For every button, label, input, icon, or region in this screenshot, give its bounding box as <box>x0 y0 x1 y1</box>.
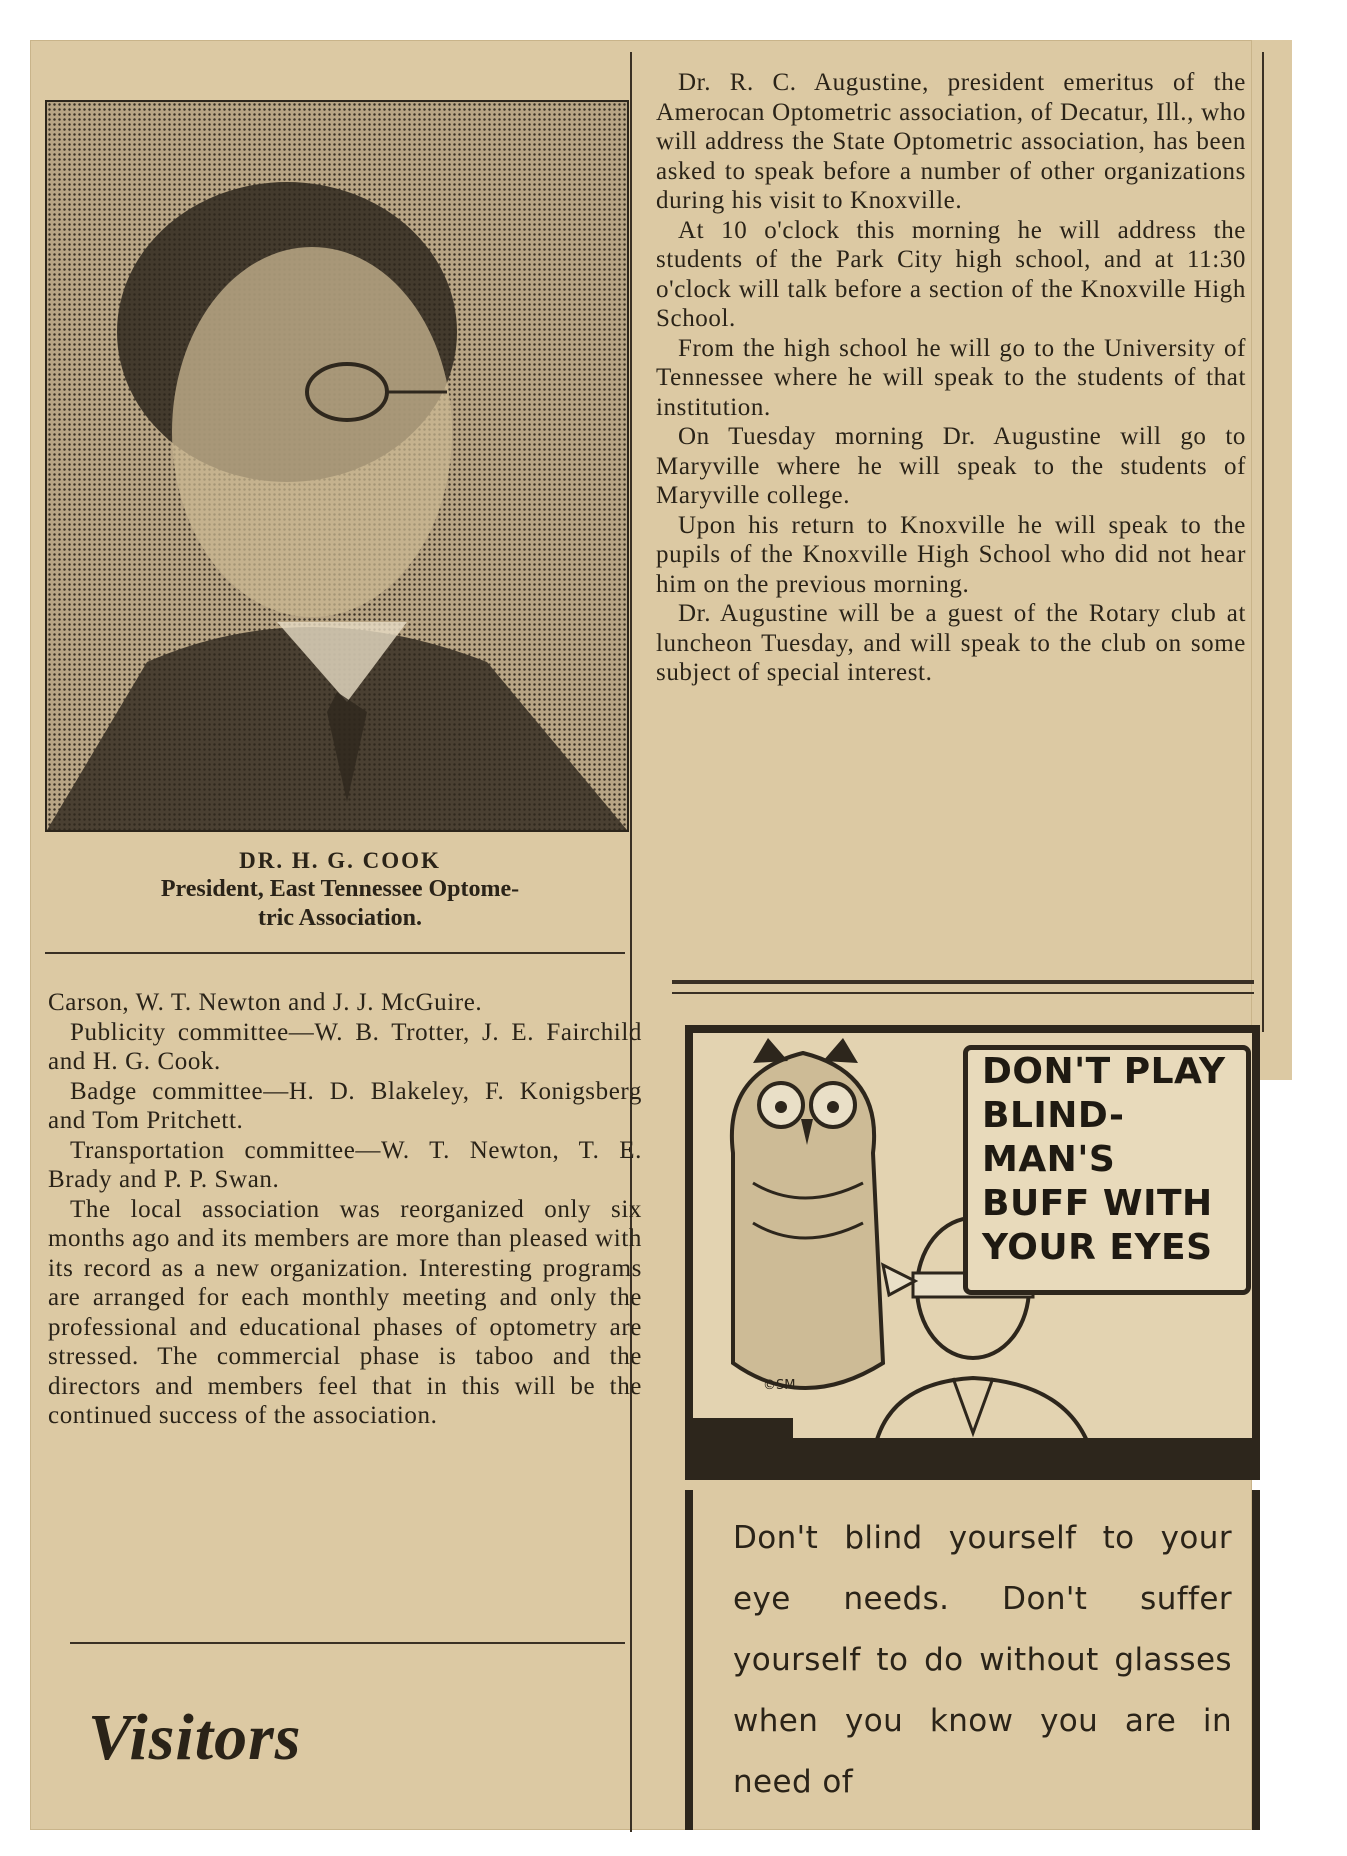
paragraph: Carson, W. T. Newton and J. J. McGuire. <box>48 989 483 1016</box>
speech-line: BUFF WITH <box>982 1183 1213 1224</box>
speech-bubble <box>963 1045 1251 1295</box>
column-rule <box>630 52 632 1832</box>
speech-line: BLIND- <box>982 1095 1125 1136</box>
speech-line: MAN'S <box>982 1139 1116 1180</box>
portrait-photo <box>45 100 629 832</box>
right-article-text <box>656 68 1246 688</box>
paragraph: On Tuesday morning Dr. Augustine will go to Maryville where he will speak to the students of Maryville college. <box>656 423 1246 509</box>
caption-name: DR. H. G. COOK <box>239 848 441 873</box>
caption-title-line: tric Association. <box>258 905 422 931</box>
photo-caption <box>45 846 635 933</box>
caption-title-line: President, East Tennessee Optome- <box>160 876 520 902</box>
paragraph: Dr. R. C. Augustine, president emeritus of the Amerocan Optometric association, of Decatur, Ill., who will address the State Optometric association, has been asked to speak before a number of other organizations during his visit to Knoxville. <box>656 69 1246 214</box>
section-rule <box>70 1642 625 1644</box>
caption-rule <box>45 952 625 954</box>
paragraph: Badge committee—H. D. Blakeley, F. Konigsberg and Tom Pritchett. <box>48 1077 642 1134</box>
advertisement <box>685 1025 1260 1480</box>
paragraph: The local association was reorganized only six months ago and its members are more than pleased with its record as a new organization. Interesting programs are arranged for each monthly meeting and only the professional and educational phases of optometry are stressed. The commercial phase is taboo and the directors and members feel that in this will be the continued success of the association. <box>48 1195 642 1429</box>
paragraph: At 10 o'clock this morning he will address the students of the Park City high school, and at 11:30 o'clock will talk before a section of the Knoxville High School. <box>656 216 1246 332</box>
clipping-edge <box>1252 40 1292 1080</box>
ad-copy: Don't blind yourself to your eye needs. Don't suffer yourself to do without glasses when you know you are in need of <box>733 1520 1232 1800</box>
column-rule-right <box>1262 52 1264 1032</box>
paragraph: Transportation committee—W. T. Newton, T. E. Brady and P. P. Swan. <box>48 1136 642 1193</box>
speech-line: DON'T PLAY <box>982 1051 1226 1092</box>
paragraph: From the high school he will go to the University of Tennessee where he will speak to the students of that institution. <box>656 334 1246 421</box>
ad-top-rule-thin <box>672 992 1254 994</box>
left-article-text <box>48 988 642 1431</box>
paragraph: Publicity committee—W. B. Trotter, J. E. Fairchild and H. G. Cook. <box>48 1018 642 1075</box>
visitors-heading: Visitors <box>88 1701 302 1774</box>
paragraph: Dr. Augustine will be a guest of the Rotary club at luncheon Tuesday, and will speak to the club on some subject of special interest. <box>656 600 1246 686</box>
ad-signature: ©SM <box>763 1378 796 1393</box>
owl-body <box>732 1053 883 1388</box>
ad-body-text <box>685 1490 1260 1830</box>
ad-illustration <box>693 1033 1252 1458</box>
ad-top-rule <box>672 980 1254 984</box>
paragraph: Upon his return to Knoxville he will speak to the pupils of the Knoxville High School who did not hear him on the previous morning. <box>656 511 1246 598</box>
speech-line: YOUR EYES <box>982 1227 1213 1268</box>
